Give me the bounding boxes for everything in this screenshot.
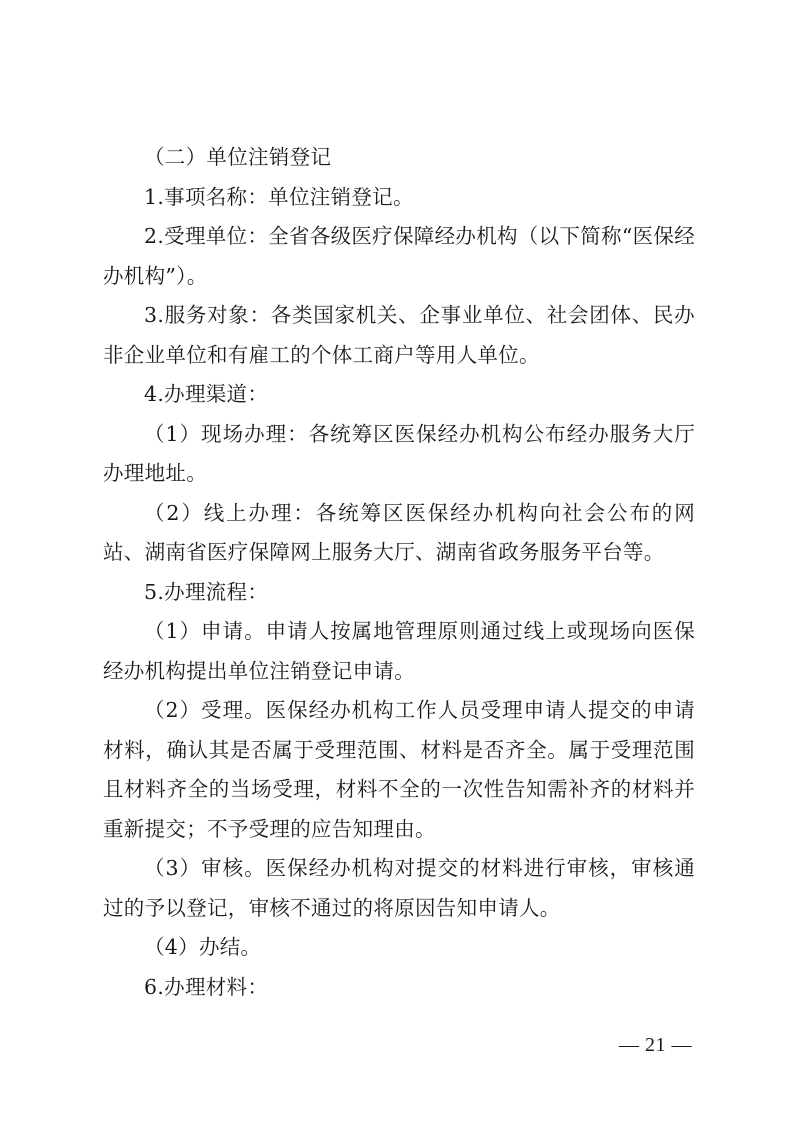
process-accept-paragraph: （2）受理。医保经办机构工作人员受理申请人提交的申请材料，确认其是否属于受理范围、材料是否齐全。属于受理范围且材料齐全的当场受理，材料不全的一次性告知需补齐的材料并重新提交；不予受理的应告知理由。	[103, 698, 695, 841]
service-target-paragraph: 3.服务对象：各类国家机关、企事业单位、社会团体、民办非企业单位和有雇工的个体工商户等用人单位。	[103, 303, 695, 367]
document-body	[103, 138, 695, 1007]
page-number: — 21 —	[619, 1034, 692, 1056]
process-apply-paragraph: （1）申请。申请人按属地管理原则通过线上或现场向医保经办机构提出单位注销登记申请。	[103, 619, 695, 683]
channels-heading: 4.办理渠道：	[144, 382, 269, 406]
accepting-unit-paragraph: 2.受理单位：全省各级医疗保障经办机构（以下简称“医保经办机构”）。	[103, 224, 695, 288]
online-channel-paragraph: （2）线上办理：各统筹区医保经办机构向社会公布的网站、湖南省医疗保障网上服务大厅、湖南省政务服务平台等。	[103, 500, 695, 564]
process-complete-paragraph: （4）办结。	[144, 935, 262, 959]
onsite-channel-paragraph: （1）现场办理：各统筹区医保经办机构公布经办服务大厅办理地址。	[103, 421, 695, 485]
item-name-paragraph: 1.事项名称：单位注销登记。	[144, 184, 414, 209]
section-heading: （二）单位注销登记	[144, 145, 332, 169]
process-review-paragraph: （3）审核。医保经办机构对提交的材料进行审核，审核通过的予以登记，审核不通过的将原因告知申请人。	[103, 856, 695, 920]
materials-heading: 6.办理材料：	[144, 974, 269, 999]
process-heading: 5.办理流程：	[144, 579, 269, 604]
